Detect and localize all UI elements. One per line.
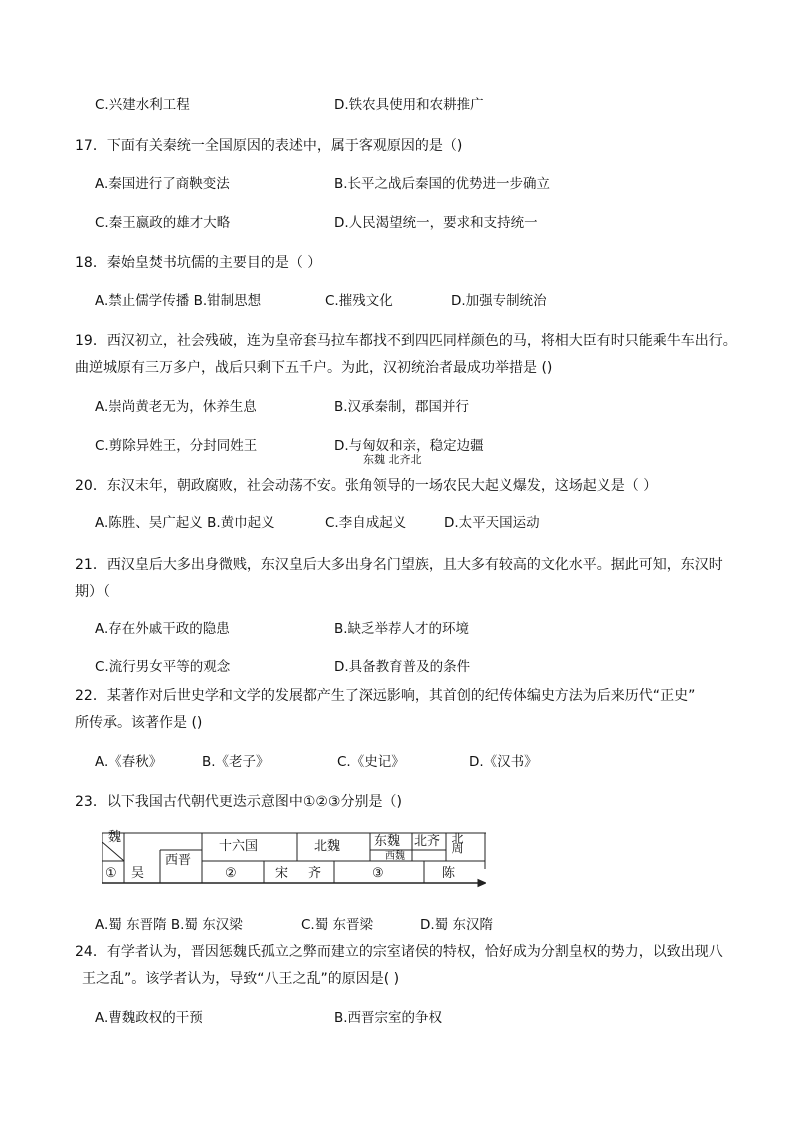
q24-option-a: A.曹魏政权的干预 [95,1010,203,1026]
timeline-song: 宋 [275,866,289,881]
dynasty-timeline-diagram [102,832,486,892]
q17-stem: 17．下面有关秦统一全国原因的表述中，属于客观原因的是（) [75,138,463,154]
timeline-marker-1: ① [105,866,117,881]
q22-option-d: D.《汉书》 [469,754,538,770]
q20-option-c: C.李自成起义 [325,515,407,531]
q18-stem: 18．秦始皇焚书坑儒的主要目的是（ ） [75,255,322,271]
q22-stem-line2: 所传承。该著作是 () [75,715,203,731]
q23-stem: 23．以下我国古代朝代更迭示意图中①②③分别是（) [75,794,402,810]
q23-option-c: C.蜀 东晋梁 [301,917,374,933]
q16-option-d: D.铁农具使用和农耕推广 [334,97,484,113]
q19-option-b: B.汉承秦制，郡国并行 [334,399,470,415]
q24-stem-line1: 24．有学者认为，晋因惩魏氏孤立之弊而建立的宗室诸侯的特权，恰好成为分割皇权的势力，以致出现八 [75,944,723,960]
q18-option-d: D.加强专制统治 [451,293,547,309]
q21-stem-line1: 21．西汉皇后大多出身微贱，东汉皇后大多出身名门望族，且大多有较高的文化水平。据此可知，东汉时 [75,557,723,573]
timeline-wu: 吴 [131,866,145,881]
timeline-beiwei: 北魏 [314,839,341,854]
q22-stem-line1: 22．某著作对后世史学和文学的发展都产生了深远影响，其首创的纪传体编史方法为后来历代“正史” [75,688,696,704]
q22-option-b: B.《老子》 [202,754,270,770]
q24-stem-line2: 王之乱”。该学者认为，导致“八王之乱”的原因是( ) [82,971,400,987]
q19-stem-line1: 19．西汉初立，社会残破，连为皇帝套马拉车都找不到四匹同样颜色的马，将相大臣有时只能乘牛车出行。 [75,333,737,349]
q22-option-a: A.《春秋》 [95,754,163,770]
timeline-qi: 齐 [308,866,322,881]
q17-option-a: A.秦国进行了商鞅变法 [95,176,230,192]
q16-option-c: C.兴建水利工程 [95,97,190,113]
q21-option-a: A.存在外戚干政的隐患 [95,621,230,637]
q19-option-c: C.剪除异姓王，分封同姓王 [95,438,258,454]
q17-option-c: C.秦王嬴政的雄才大略 [95,215,231,231]
stray-scan-text: 东魏 北齐北 [363,453,422,466]
q21-option-d: D.具备教育普及的条件 [334,659,471,675]
q17-option-b: B.长平之战后秦国的优势进一步确立 [334,176,551,192]
timeline-xiwei: 西魏 [385,851,405,862]
q18-option-ab: A.禁止儒学传播 B.钳制思想 [95,293,262,309]
timeline-xijin: 西晋 [165,853,192,868]
timeline-beizhou: 北周 [450,832,464,852]
q20-option-d: D.太平天国运动 [444,515,540,531]
q19-option-a: A.崇尚黄老无为，休养生息 [95,399,257,415]
q18-option-c: C.摧残文化 [325,293,393,309]
q20-option-ab: A.陈胜、吴广起义 B.黄巾起义 [95,515,275,531]
q23-option-ab: A.蜀 东晋隋 B.蜀 东汉梁 [95,917,243,933]
q19-option-d: D.与匈奴和亲，稳定边疆 [334,438,484,454]
q17-option-d: D.人民渴望统一，要求和支持统一 [334,215,538,231]
timeline-beiqi: 北齐 [414,834,441,849]
q21-option-c: C.流行男女平等的观念 [95,659,231,675]
q19-stem-line2: 曲逆城原有三万多户，战后只剩下五千户。为此，汉初统治者最成功举措是 () [75,360,553,376]
q22-option-c: C.《史记》 [337,754,405,770]
q24-option-b: B.西晋宗室的争权 [334,1010,443,1026]
timeline-shiliuguo: 十六国 [219,839,259,854]
q23-option-d: D.蜀 东汉隋 [420,917,493,933]
timeline-chen: 陈 [442,866,456,881]
timeline-dongwei: 东魏 [374,834,401,849]
q21-stem-line2: 期）（ [75,584,110,600]
q21-option-b: B.缺乏举荐人才的环境 [334,621,470,637]
timeline-marker-2: ② [225,866,237,881]
timeline-marker-3: ③ [372,866,384,881]
timeline-wei: 魏 [108,830,122,845]
q20-stem: 20．东汉末年，朝政腐败，社会动荡不安。张角领导的一场农民大起义爆发，这场起义是（ ） [75,478,658,494]
